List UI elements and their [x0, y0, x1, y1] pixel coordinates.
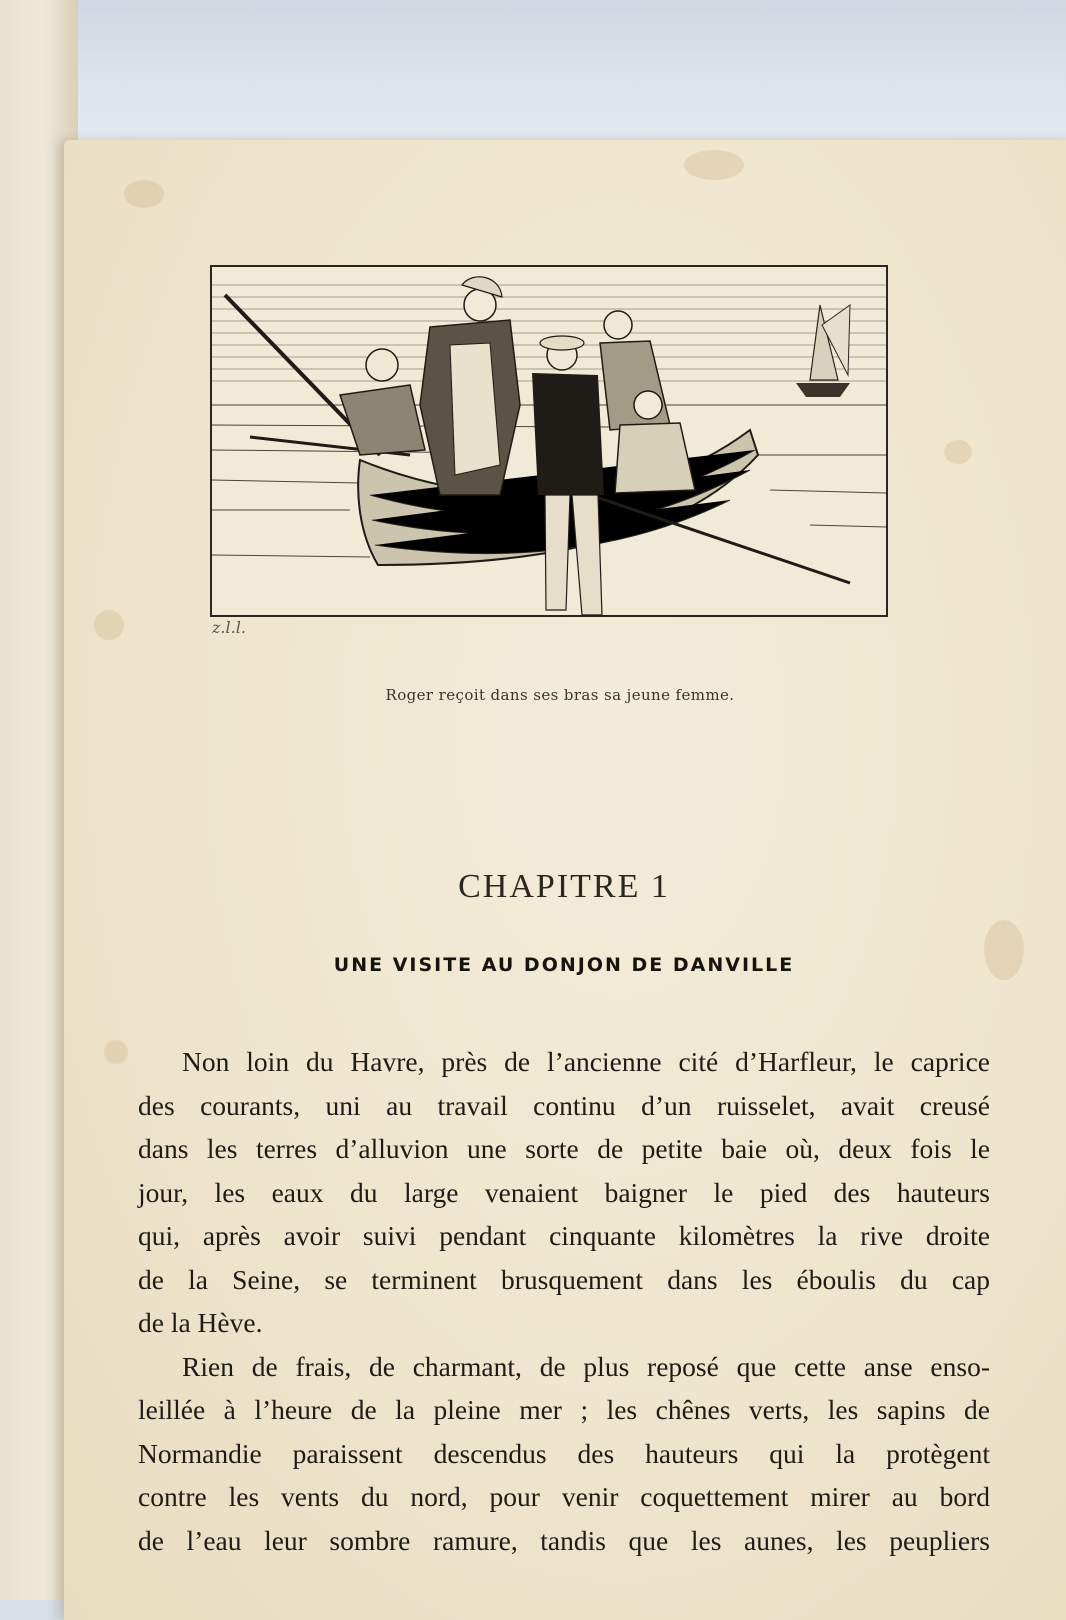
illustration-caption: Roger reçoit dans ses bras sa jeune femme.	[385, 686, 735, 704]
body-line: de l’eau leur sombre ramure, tandis que les aunes, les peupliers	[138, 1524, 990, 1556]
body-line: Rien de frais, de charmant, de plus reposé que cette anse enso-	[182, 1350, 990, 1382]
engraving-boat-illustration-icon	[210, 265, 914, 625]
body-line: qui, après avoir suivi pendant cinquante kilomètres la rive droite	[138, 1220, 990, 1251]
body-line: de la Seine, se terminent brusquement dans les éboulis du cap	[138, 1263, 990, 1295]
illustration-signature: z.l.l.	[212, 618, 246, 637]
body-line: des courants, uni au travail continu d’un ruisselet, avait creusé	[138, 1089, 990, 1121]
chapter-subtitle: UNE VISITE AU DONJON DE DANVILLE	[333, 954, 795, 976]
body-text	[138, 1040, 990, 1562]
body-line: dans les terres d’alluvion une sorte de petite baie où, deux fois le	[138, 1133, 990, 1164]
chapter-heading: CHAPITRE 1	[458, 868, 670, 905]
body-line: Normandie paraissent descendus des hauteurs qui la protègent	[138, 1437, 990, 1469]
body-line: jour, les eaux du large venaient baigner le pied des hauteurs	[138, 1176, 990, 1208]
body-line: contre les vents du nord, pour venir coquettement mirer au bord	[138, 1481, 990, 1512]
body-line: Non loin du Havre, près de l’ancienne cité d’Harfleur, le caprice	[182, 1046, 990, 1077]
body-line: leillée à l’heure de la pleine mer ; les chênes verts, les sapins de	[138, 1394, 990, 1425]
body-line: de la Hève.	[138, 1307, 263, 1338]
